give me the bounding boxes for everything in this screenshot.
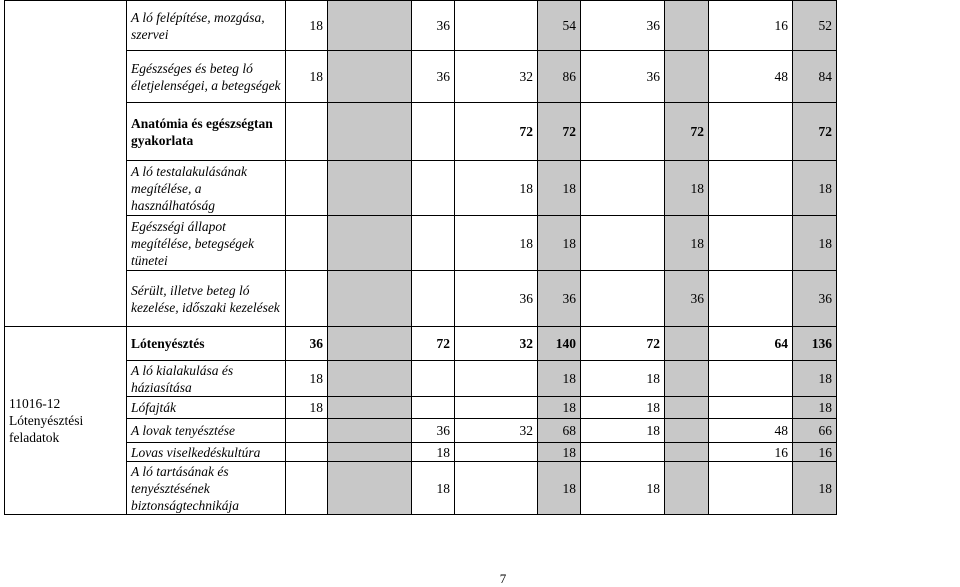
- value-cell: 32: [455, 419, 538, 443]
- value-cell: 72: [665, 103, 709, 161]
- table-row: [5, 216, 837, 271]
- value-cell: 52: [793, 1, 837, 51]
- value-cell: 18: [793, 397, 837, 419]
- value-cell: 18: [538, 161, 581, 216]
- table-row: [5, 327, 837, 361]
- value-cell: [328, 216, 412, 271]
- value-cell: [709, 397, 793, 419]
- value-cell: [286, 161, 328, 216]
- value-cell: 18: [455, 161, 538, 216]
- value-cell: [709, 271, 793, 327]
- value-cell: 64: [709, 327, 793, 361]
- value-cell: 48: [709, 419, 793, 443]
- subject-cell: A lovak tenyésztése: [127, 419, 286, 443]
- value-cell: [709, 361, 793, 397]
- value-cell: [328, 161, 412, 216]
- value-cell: [665, 419, 709, 443]
- value-cell: [328, 361, 412, 397]
- table-row: [5, 271, 837, 327]
- value-cell: 66: [793, 419, 837, 443]
- value-cell: [709, 462, 793, 515]
- value-cell: 18: [538, 361, 581, 397]
- value-cell: [455, 397, 538, 419]
- value-cell: 36: [412, 419, 455, 443]
- value-cell: [665, 462, 709, 515]
- value-cell: 36: [538, 271, 581, 327]
- subject-cell: A ló tartásának és tenyésztésének biztonságtechnikája: [127, 462, 286, 515]
- subject-cell: Egészségi állapot megítélése, betegségek tünetei: [127, 216, 286, 271]
- value-cell: 136: [793, 327, 837, 361]
- value-cell: [665, 443, 709, 462]
- value-cell: 140: [538, 327, 581, 361]
- value-cell: 32: [455, 327, 538, 361]
- value-cell: 72: [412, 327, 455, 361]
- subject-cell: Lótenyésztés: [127, 327, 286, 361]
- value-cell: 48: [709, 51, 793, 103]
- value-cell: 18: [581, 361, 665, 397]
- value-cell: [581, 216, 665, 271]
- value-cell: [581, 271, 665, 327]
- value-cell: [286, 419, 328, 443]
- value-cell: 36: [581, 1, 665, 51]
- value-cell: [455, 462, 538, 515]
- section-label-cell: [5, 327, 127, 515]
- value-cell: 18: [412, 462, 455, 515]
- value-cell: 36: [793, 271, 837, 327]
- value-cell: 18: [793, 462, 837, 515]
- value-cell: 36: [581, 51, 665, 103]
- table-row: [5, 462, 837, 515]
- value-cell: 18: [581, 419, 665, 443]
- value-cell: 18: [538, 397, 581, 419]
- value-cell: 72: [538, 103, 581, 161]
- value-cell: 16: [709, 1, 793, 51]
- value-cell: [286, 103, 328, 161]
- value-cell: 18: [286, 397, 328, 419]
- value-cell: 18: [286, 361, 328, 397]
- table-row: [5, 1, 837, 51]
- table-row: [5, 419, 837, 443]
- value-cell: [581, 161, 665, 216]
- value-cell: 18: [286, 1, 328, 51]
- value-cell: [581, 443, 665, 462]
- value-cell: 68: [538, 419, 581, 443]
- value-cell: [328, 397, 412, 419]
- value-cell: 18: [793, 361, 837, 397]
- value-cell: [455, 361, 538, 397]
- subject-cell: A ló kialakulása és háziasítása: [127, 361, 286, 397]
- value-cell: [665, 1, 709, 51]
- value-cell: 72: [455, 103, 538, 161]
- subject-cell: A ló testalakulásának megítélése, a használhatóság: [127, 161, 286, 216]
- value-cell: 36: [286, 327, 328, 361]
- value-cell: 18: [538, 443, 581, 462]
- value-cell: 18: [793, 161, 837, 216]
- value-cell: [328, 462, 412, 515]
- value-cell: 36: [412, 51, 455, 103]
- value-cell: 72: [793, 103, 837, 161]
- value-cell: [286, 271, 328, 327]
- subject-cell: Anatómia és egészségtan gyakorlata: [127, 103, 286, 161]
- value-cell: [286, 216, 328, 271]
- value-cell: 36: [455, 271, 538, 327]
- value-cell: [328, 1, 412, 51]
- value-cell: 18: [538, 462, 581, 515]
- value-cell: [412, 361, 455, 397]
- section-name: Lótenyésztési feladatok: [9, 413, 84, 445]
- value-cell: [286, 443, 328, 462]
- table-row: [5, 103, 837, 161]
- table-row: [5, 443, 837, 462]
- value-cell: [412, 216, 455, 271]
- value-cell: [412, 271, 455, 327]
- value-cell: 16: [793, 443, 837, 462]
- value-cell: 54: [538, 1, 581, 51]
- value-cell: 16: [709, 443, 793, 462]
- value-cell: 18: [793, 216, 837, 271]
- value-cell: [412, 397, 455, 419]
- value-cell: [709, 216, 793, 271]
- value-cell: [412, 161, 455, 216]
- section-code: 11016-12: [9, 396, 61, 411]
- value-cell: 72: [581, 327, 665, 361]
- subject-cell: Lófajták: [127, 397, 286, 419]
- value-cell: [455, 443, 538, 462]
- value-cell: [286, 462, 328, 515]
- curriculum-table: [4, 0, 837, 515]
- value-cell: [328, 103, 412, 161]
- table-row: [5, 397, 837, 419]
- value-cell: [665, 361, 709, 397]
- value-cell: [412, 103, 455, 161]
- value-cell: 36: [665, 271, 709, 327]
- value-cell: [665, 397, 709, 419]
- value-cell: [709, 161, 793, 216]
- value-cell: [328, 51, 412, 103]
- section-top-cell: [5, 1, 127, 327]
- subject-cell: Egészséges és beteg ló életjelenségei, a betegségek: [127, 51, 286, 103]
- subject-cell: Sérült, illetve beteg ló kezelése, időszaki kezelések: [127, 271, 286, 327]
- subject-cell: Lovas viselkedéskultúra: [127, 443, 286, 462]
- value-cell: 18: [455, 216, 538, 271]
- value-cell: 18: [538, 216, 581, 271]
- value-cell: 18: [286, 51, 328, 103]
- value-cell: [709, 103, 793, 161]
- table-row: [5, 161, 837, 216]
- value-cell: [581, 103, 665, 161]
- value-cell: [665, 327, 709, 361]
- value-cell: 32: [455, 51, 538, 103]
- value-cell: 18: [665, 216, 709, 271]
- value-cell: 86: [538, 51, 581, 103]
- value-cell: 18: [581, 462, 665, 515]
- table-row: [5, 51, 837, 103]
- value-cell: [328, 327, 412, 361]
- value-cell: 18: [581, 397, 665, 419]
- value-cell: [328, 271, 412, 327]
- value-cell: [328, 443, 412, 462]
- value-cell: [665, 51, 709, 103]
- value-cell: 84: [793, 51, 837, 103]
- value-cell: 18: [412, 443, 455, 462]
- subject-cell: A ló felépítése, mozgása, szervei: [127, 1, 286, 51]
- page-number: 7: [499, 571, 507, 586]
- value-cell: 18: [665, 161, 709, 216]
- table-row: [5, 361, 837, 397]
- value-cell: 36: [412, 1, 455, 51]
- value-cell: [328, 419, 412, 443]
- value-cell: [455, 1, 538, 51]
